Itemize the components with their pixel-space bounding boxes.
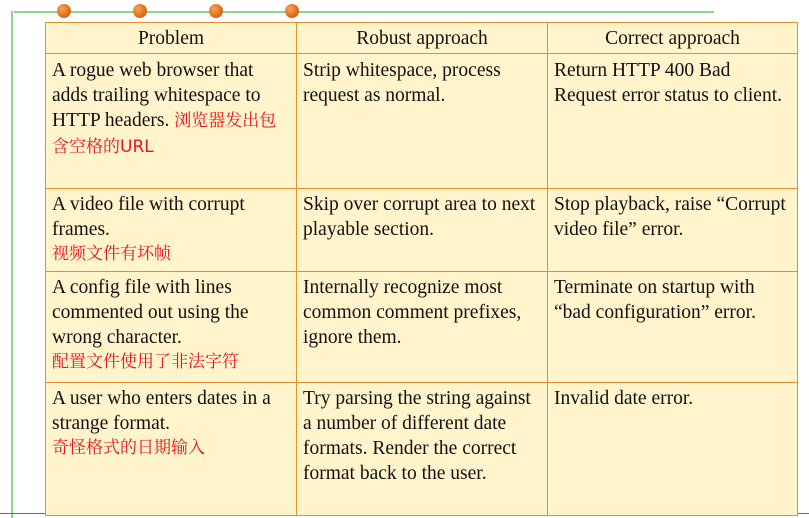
- problem-cell: [46, 383, 297, 516]
- bullet-dot-2: [133, 4, 147, 18]
- robust-approach-cell: Skip over corrupt area to next playable section.: [297, 189, 548, 272]
- left-accent-line: [11, 11, 13, 518]
- table-row: [46, 383, 798, 516]
- problem-text: A rogue web browser that adds trailing whitespace to HTTP headers.: [52, 60, 261, 131]
- header-robust-approach: Robust approach: [297, 23, 548, 54]
- bullet-dot-1: [57, 4, 71, 18]
- bullet-dot-3: [209, 4, 223, 18]
- problem-chinese-note: 奇怪格式的日期输入: [52, 438, 205, 458]
- correct-approach-cell: Stop playback, raise “Corrupt video file” error.: [548, 189, 798, 272]
- problem-chinese-note: 配置文件使用了非法字符: [52, 352, 239, 372]
- problem-cell: [46, 189, 297, 272]
- problem-cell: [46, 54, 297, 189]
- header-problem: Problem: [46, 23, 297, 54]
- problem-chinese-note: 视频文件有坏帧: [52, 244, 171, 264]
- comparison-table: [45, 22, 798, 516]
- table-header-row: [46, 23, 798, 54]
- table-row: [46, 189, 798, 272]
- robust-approach-cell: Try parsing the string against a number of different date formats. Render the correct format back to the user.: [297, 383, 548, 516]
- problem-chinese-note: 浏览器发出包含空格的URL: [52, 111, 277, 157]
- correct-approach-cell: Return HTTP 400 Bad Request error status to client.: [548, 54, 798, 189]
- problem-text: A user who enters dates in a strange format.: [52, 388, 271, 434]
- table-row: [46, 272, 798, 383]
- table-row: [46, 54, 798, 189]
- correct-approach-cell: Invalid date error.: [548, 383, 798, 516]
- robust-approach-cell: Internally recognize most common comment prefixes, ignore them.: [297, 272, 548, 383]
- problem-text: A config file with lines commented out using the wrong character.: [52, 277, 249, 348]
- correct-approach-cell: Terminate on startup with “bad configuration” error.: [548, 272, 798, 383]
- bullet-dot-4: [285, 4, 299, 18]
- header-correct-approach: Correct approach: [548, 23, 798, 54]
- problem-text: A video file with corrupt frames.: [52, 194, 245, 240]
- comparison-table-container: [45, 22, 797, 516]
- problem-cell: [46, 272, 297, 383]
- robust-approach-cell: Strip whitespace, process request as normal.: [297, 54, 548, 189]
- top-accent-line: [14, 11, 714, 13]
